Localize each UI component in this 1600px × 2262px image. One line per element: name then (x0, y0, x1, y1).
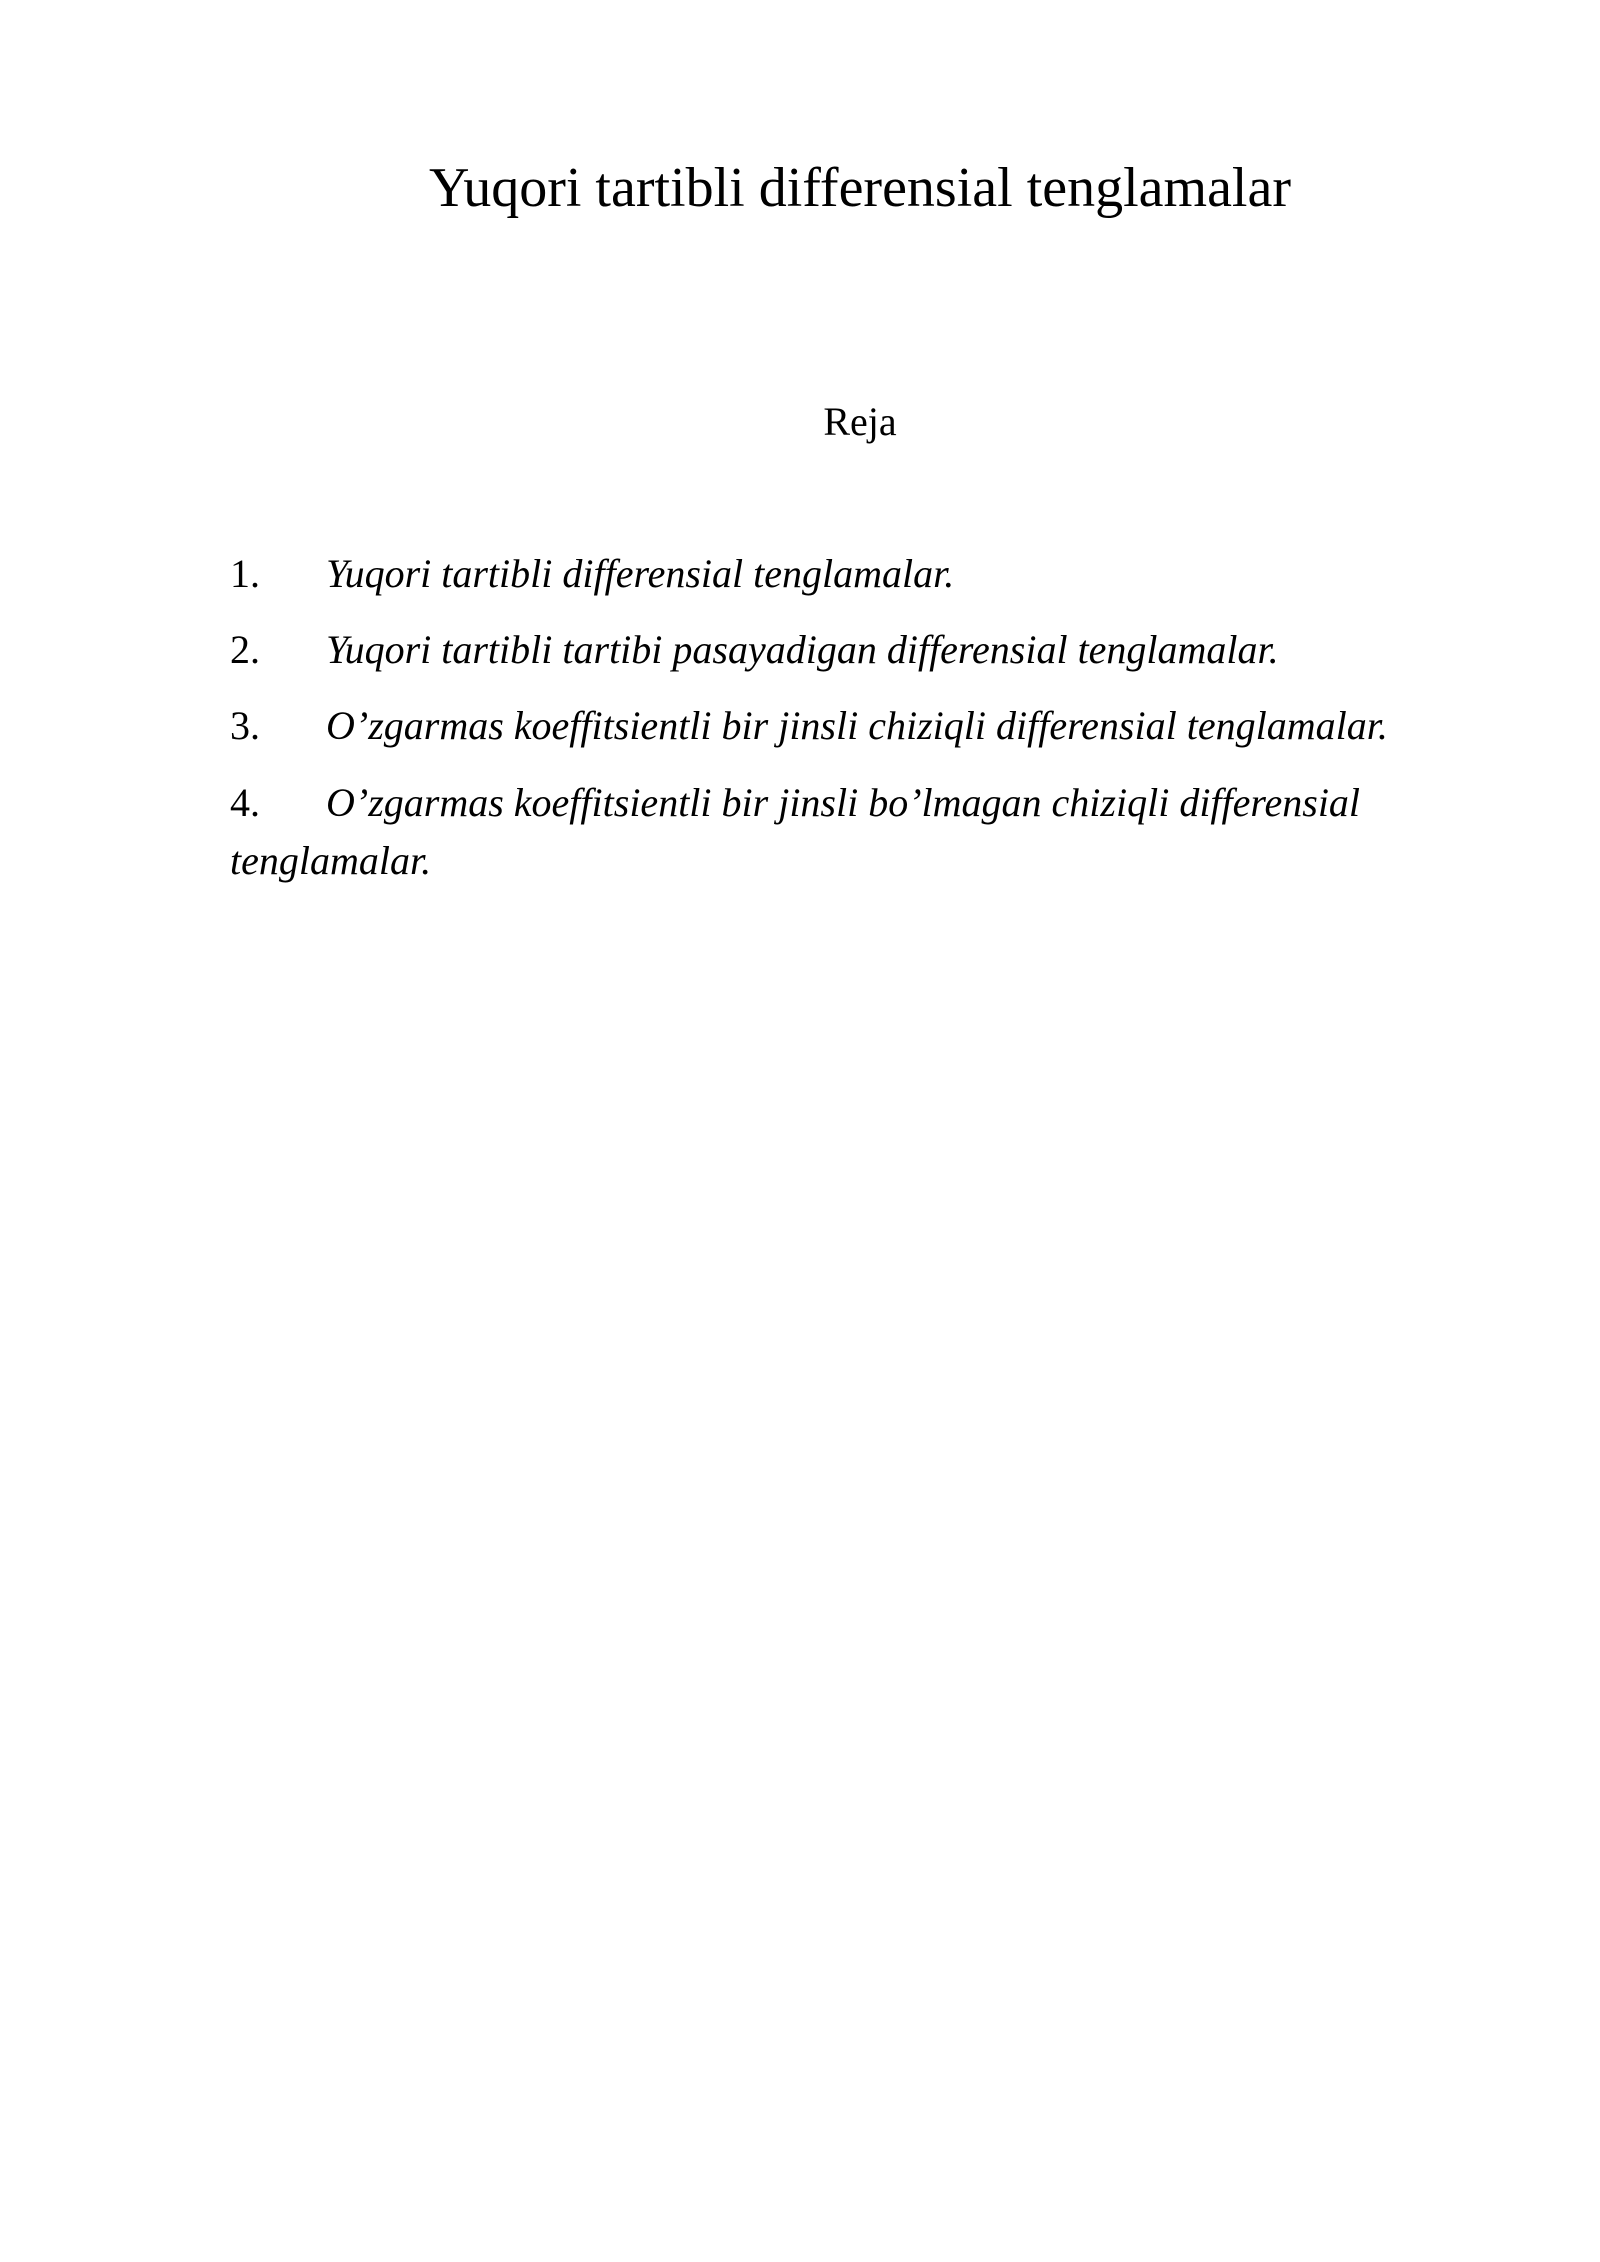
plan-heading: Reja (823, 399, 897, 444)
document-title: Yuqori tartibli differensial tenglamalar (428, 157, 1291, 219)
plan-item-2 (230, 612, 1480, 688)
plan-item-text: O’zgarmas koeffitsientli bir jinsli bo’lmagan chiziqli differensial tenglamalar. (230, 780, 1361, 883)
plan-item-text: Yuqori tartibli tartibi pasayadigan differensial tenglamalar. (326, 627, 1279, 672)
plan-item-number: 2. (230, 627, 260, 672)
plan-item-4 (230, 774, 1480, 890)
plan-item-number: 1. (230, 551, 260, 596)
plan-list (230, 536, 1480, 890)
plan-item-text: O’zgarmas koeffitsientli bir jinsli chiziqli differensial tenglamalar. (326, 703, 1388, 748)
plan-item-1 (230, 536, 1480, 612)
plan-item-text: Yuqori tartibli differensial tenglamalar. (326, 551, 955, 596)
plan-item-number: 3. (230, 703, 260, 748)
plan-item-3 (230, 688, 1480, 764)
plan-item-number: 4. (230, 780, 260, 825)
